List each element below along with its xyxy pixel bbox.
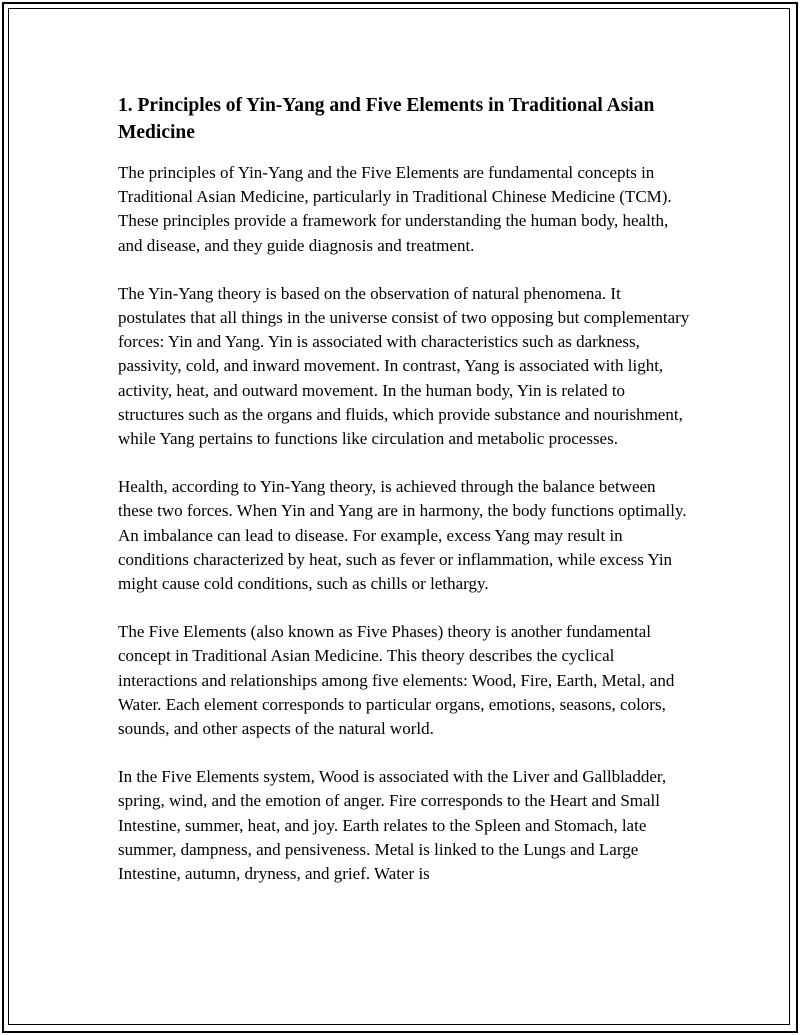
paragraph-five-elements-system: In the Five Elements system, Wood is associated with the Liver and Gallbladder, spring, wind, and the emotion of anger. Fire corresponds to the Heart and Small Intestine, summer, heat, and joy. Earth relates to the Spleen and Stomach, late summer, dampness, and pensiveness. Metal is linked to the Lungs and Large Intestine, autumn, dryness, and grief. Water is xyxy=(118,767,667,884)
paragraph-health-balance: Health, according to Yin-Yang theory, is achieved through the balance between these two forces. When Yin and Yang are in harmony, the body functions optimally. An imbalance can lead to disease. For example, excess Yang may result in conditions characterized by heat, such as fever or inflammation, while excess Yin might cause cold conditions, such as chills or lethargy. xyxy=(118,477,687,594)
paragraph-yin-yang-theory: The Yin-Yang theory is based on the observation of natural phenomena. It postulates that all things in the universe consist of two opposing but complementary forces: Yin and Yang. Yin is associated with characteristics such as darkness, passivity, cold, and inward movement. In contrast, Yang is associated with light, activity, heat, and outward movement. In the human body, Yin is related to structures such as the organs and fluids, which provide substance and nourishment, while Yang pertains to functions like circulation and metabolic processes. xyxy=(118,283,690,449)
document-body xyxy=(118,92,690,910)
section-title: 1. Principles of Yin-Yang and Five Elements in Traditional Asian Medicine xyxy=(118,95,655,143)
paragraph-five-elements-theory: The Five Elements (also known as Five Phases) theory is another fundamental concept in Traditional Asian Medicine. This theory describes the cyclical interactions and relationships among five elements: Wood, Fire, Earth, Metal, and Water. Each element corresponds to particular organs, emotions, seasons, colors, sounds, and other aspects of the natural world. xyxy=(118,622,675,739)
paragraph-intro: The principles of Yin-Yang and the Five Elements are fundamental concepts in Traditional Asian Medicine, particularly in Traditional Chinese Medicine (TCM). These principles provide a framework for understanding the human body, health, and disease, and they guide diagnosis and treatment. xyxy=(118,163,672,255)
